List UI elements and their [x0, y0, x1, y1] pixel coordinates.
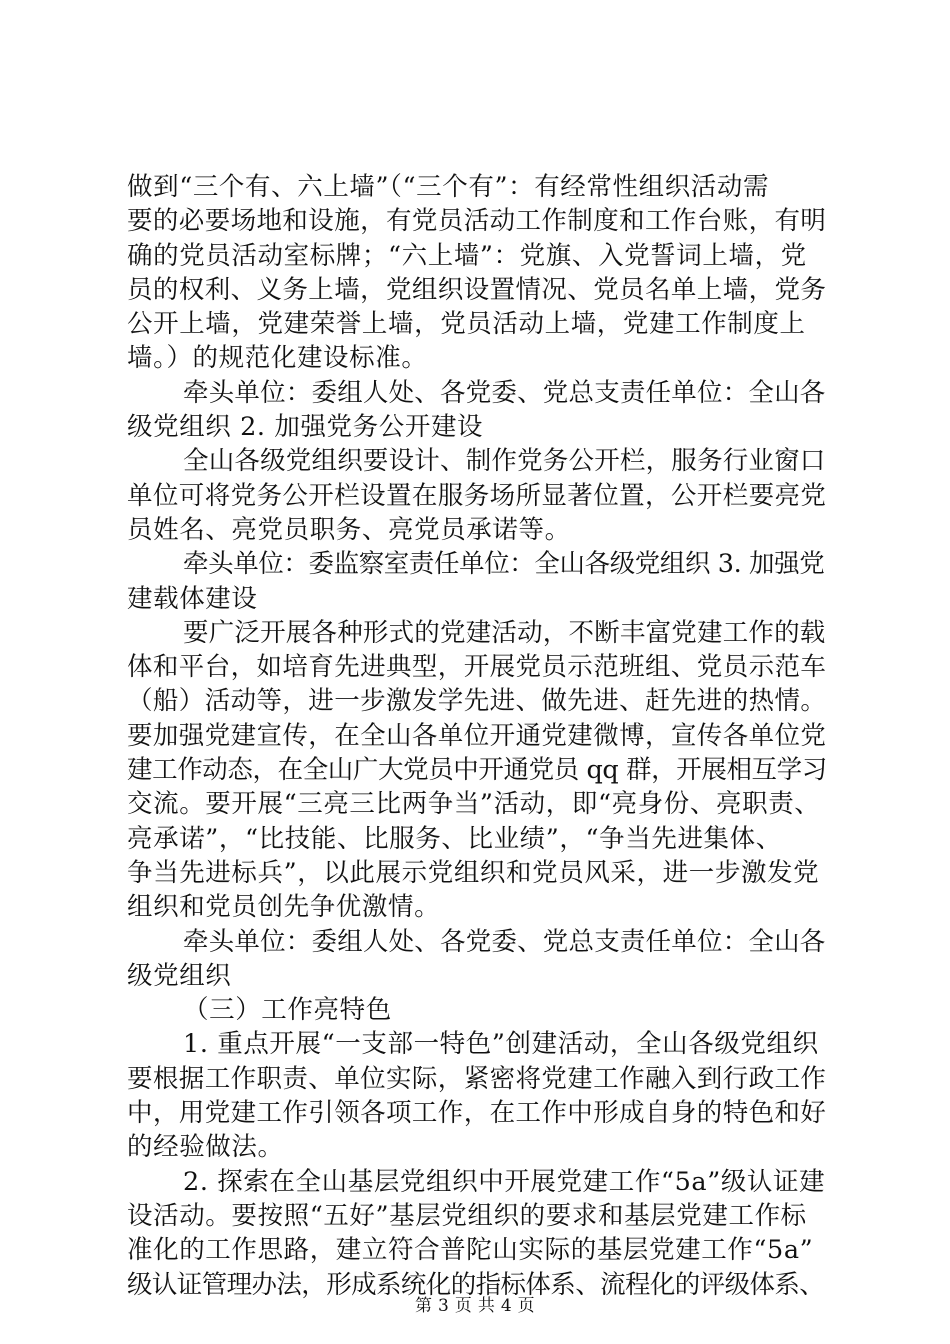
text-line: 要加强党建宣传，在全山各单位开通党建微博，宣传各单位党: [127, 720, 827, 751]
text-line: 确的党员活动室标牌；“六上墙”：党旗、入党誓词上墙，党: [127, 240, 807, 271]
text-line: 要根据工作职责、单位实际，紧密将党建工作融入到行政工作: [127, 1063, 827, 1094]
text-line: 2. 探索在全山基层党组织中开展党建工作“5a”级认证建: [183, 1166, 826, 1197]
text-line: （船）活动等，进一步激发学先进、做先进、赶先进的热情。: [127, 686, 827, 717]
text-line: 建工作动态，在全山广大党员中开通党员 qq 群，开展相互学习: [127, 755, 827, 786]
text-line: 牵头单位：委组人处、各党委、党总支责任单位：全山各: [183, 926, 826, 957]
text-line: 级认证管理办法，形成系统化的指标体系、流程化的评级体系、: [127, 1269, 825, 1300]
text-line: 体和平台，如培育先进典型，开展党员示范班组、党员示范车: [127, 652, 827, 683]
text-line: 全山各级党组织要设计、制作党务公开栏，服务行业窗口: [183, 446, 826, 477]
text-line: 员的权利、义务上墙，党组织设置情况、党员名单上墙，党务: [127, 274, 827, 305]
text-line: 员姓名、亮党员职务、亮党员承诺等。: [127, 514, 571, 545]
text-line: 的经验做法。: [127, 1132, 284, 1163]
text-line: 交流。要开展“三亮三比两争当”活动，即“亮身份、亮职责、: [127, 789, 821, 820]
text-line: 做到“三个有、六上墙”（“三个有”：有经常性组织活动需: [127, 172, 770, 202]
text-line: 牵头单位：委监察室责任单位：全山各级党组织 3. 加强党: [183, 549, 825, 580]
text-line: 墙。）的规范化建设标准。: [127, 343, 428, 374]
text-line: 要广泛开展各种形式的党建活动，不断丰富党建工作的载: [183, 617, 826, 648]
text-line: 1. 重点开展“一支部一特色”创建活动，全山各级党组织: [183, 1029, 819, 1060]
text-line: 公开上墙，党建荣誉上墙，党员活动上墙，党建工作制度上: [127, 309, 806, 340]
text-line: 设活动。要按照“五好”基层党组织的要求和基层党建工作标: [127, 1200, 807, 1231]
text-line: 牵头单位：委组人处、各党委、党总支责任单位：全山各: [183, 377, 826, 408]
page-footer: 第 3 页 共 4 页: [415, 1296, 535, 1316]
document-body: [127, 170, 827, 1302]
text-line: 准化的工作思路，建立符合普陀山实际的基层党建工作“5a”: [127, 1235, 814, 1266]
text-line: 要的必要场地和设施，有党员活动工作制度和工作台账，有明: [127, 206, 827, 237]
text-line: 亮承诺”，“比技能、比服务、比业绩”，“争当先进集体、: [127, 823, 782, 854]
text-line: （三）工作亮特色: [183, 995, 392, 1026]
text-line: 组织和党员创先争优激情。: [127, 892, 441, 923]
text-line: 争当先进标兵”，以此展示党组织和党员风采，进一步激发党: [127, 857, 820, 888]
text-line: 级党组织: [127, 960, 232, 991]
text-line: 级党组织 2. 加强党务公开建设: [127, 412, 484, 443]
text-line: 建载体建设: [127, 583, 258, 614]
text-line: 中，用党建工作引领各项工作，在工作中形成自身的特色和好: [127, 1098, 827, 1129]
text-line: 单位可将党务公开栏设置在服务场所显著位置，公开栏要亮党: [127, 480, 827, 511]
